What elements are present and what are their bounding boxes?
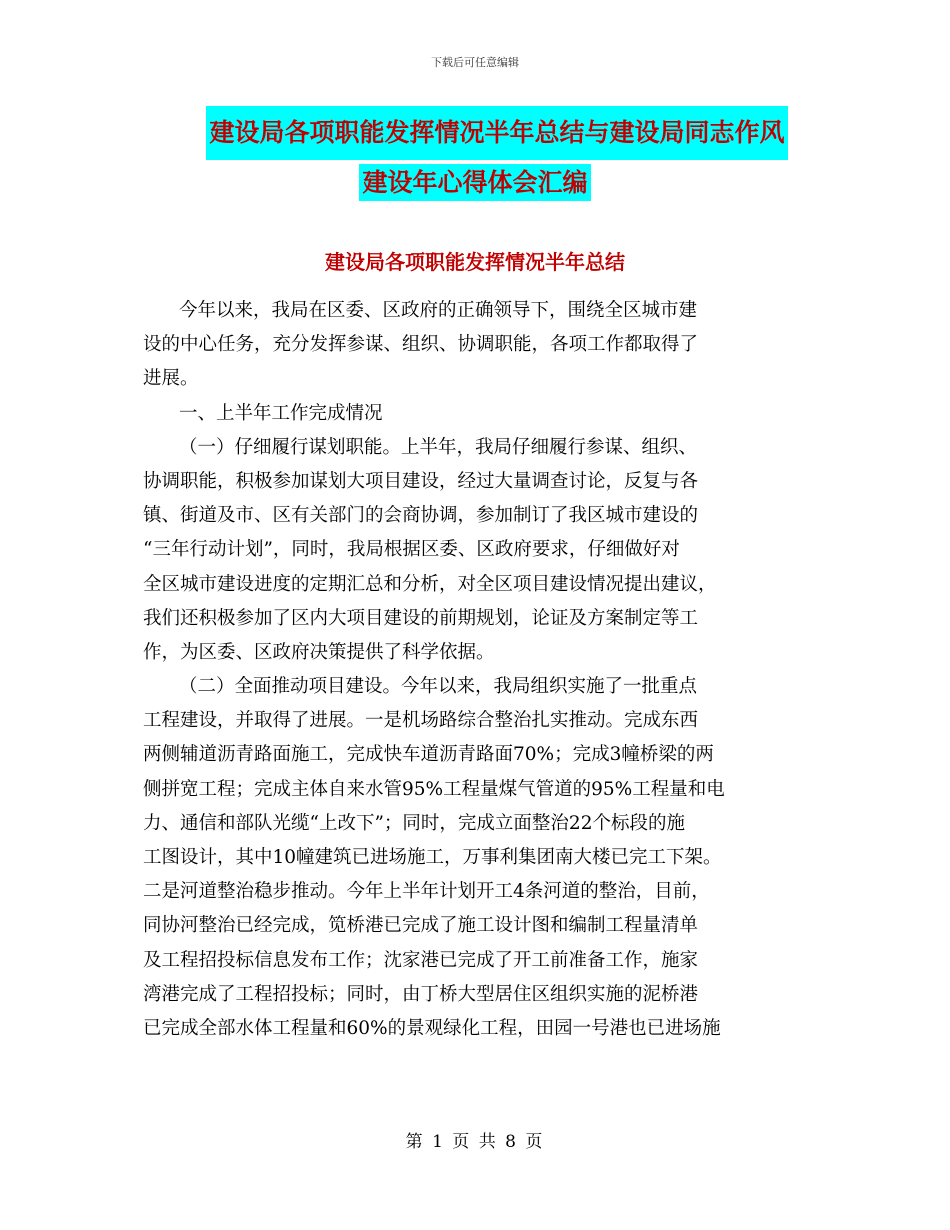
- paragraph-line: 镇、街道及市、区有关部门的会商协调，参加制订了我区城市建设的: [143, 505, 699, 527]
- paragraph-line: 进展。: [143, 368, 199, 390]
- paragraph-line: 工图设计，其中10幢建筑已进场施工，万事利集团南大楼已完工下架。: [143, 847, 722, 868]
- paragraph-line: 湾港完成了工程招投标；同时，由丁桥大型居住区组织实施的泥桥港: [143, 983, 699, 1005]
- paragraph-line: 我们还积极参加了区内大项目建设的前期规划，论证及方案制定等工: [143, 607, 699, 629]
- paragraph-line: 作，为区委、区政府决策提供了科学依据。: [143, 641, 495, 663]
- heading-line: 一、上半年工作完成情况: [179, 402, 383, 424]
- section-title: 建设局各项职能发挥情况半年总结: [325, 250, 625, 274]
- paragraph-line: （二）全面推动项目建设。今年以来，我局组织实施了一批重点: [179, 676, 698, 698]
- title-line-1: 建设局各项职能发挥情况半年总结与建设局同志作风: [206, 106, 787, 160]
- paragraph-line: 力、通信和部队光缆“上改下”；同时，完成立面整治22个标段的施: [143, 812, 685, 834]
- paragraph-line: 两侧辅道沥青路面施工，完成快车道沥青路面70%；完成3幢桥梁的两: [143, 744, 714, 766]
- paragraph-line: “三年行动计划”，同时，我局根据区委、区政府要求，仔细做好对: [143, 539, 680, 561]
- paragraph-line: 二是河道整治稳步推动。今年上半年计划开工4条河道的整治，目前，: [143, 881, 710, 903]
- paragraph-line: （一）仔细履行谋划职能。上半年，我局仔细履行参谋、组织、: [179, 436, 698, 458]
- paragraph-line: 今年以来，我局在区委、区政府的正确领导下，围绕全区城市建: [179, 300, 698, 321]
- paragraph-line: 工程建设，并取得了进展。一是机场路综合整治扎实推动。完成东西: [143, 710, 699, 732]
- paragraph-line: 全区城市建设进度的定期汇总和分析，对全区项目建设情况提出建议，: [143, 573, 717, 595]
- header-note: 下载后可任意编辑: [431, 56, 519, 69]
- paragraph-line: 已完成全部水体工程量和60%的景观绿化工程，田园一号港也已进场施: [143, 1017, 721, 1039]
- title-line-2: 建设年心得体会汇编: [359, 164, 590, 201]
- page-footer: 第 1 页 共 8 页: [405, 1132, 545, 1152]
- paragraph-line: 协调职能，积极参加谋划大项目建设，经过大量调查讨论，反复与各: [143, 470, 699, 492]
- document-title: [0, 106, 950, 206]
- body-text: [143, 294, 823, 1046]
- paragraph-line: 同协河整治已经完成，笕桥港已完成了施工设计图和编制工程量清单: [143, 915, 699, 937]
- paragraph-line: 及工程招投标信息发布工作；沈家港已完成了开工前准备工作，施家: [143, 949, 699, 971]
- paragraph-line: 侧拼宽工程；完成主体自来水管95%工程量煤气管道的95%工程量和电: [143, 778, 725, 800]
- paragraph-line: 设的中心任务，充分发挥参谋、组织、协调职能，各项工作都取得了: [143, 334, 699, 356]
